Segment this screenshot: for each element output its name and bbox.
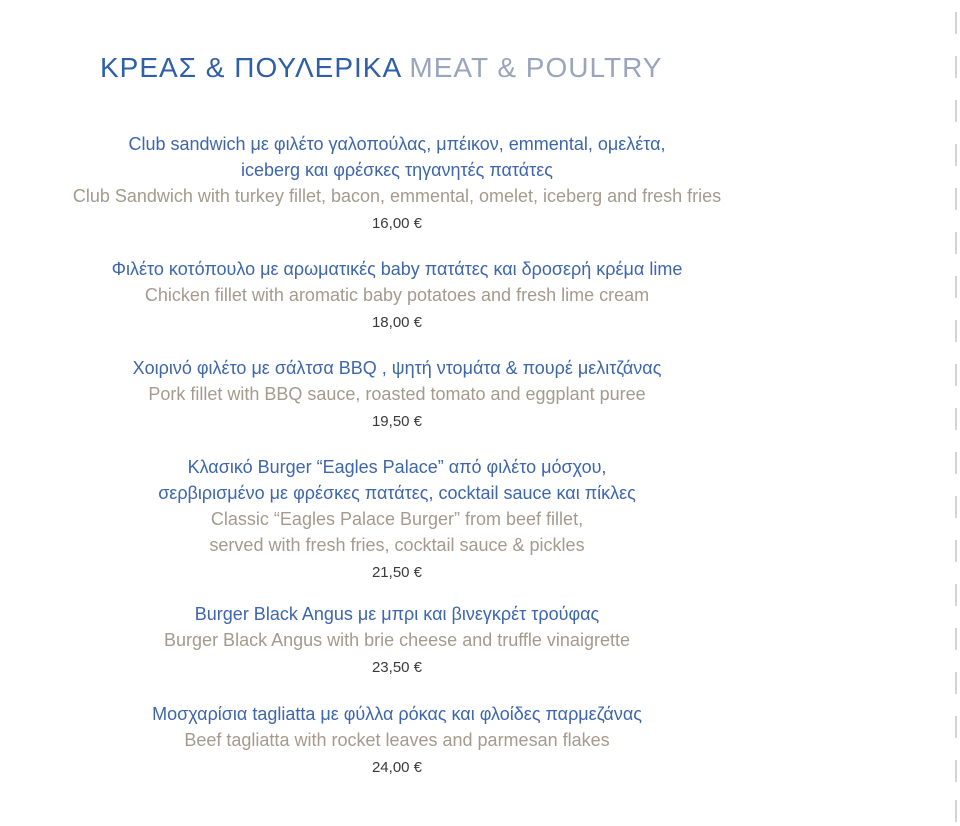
section-title-english: MEAT & POULTRY [409,52,663,83]
item-name-greek: Κλασικό Burger “Eagles Palace” από φιλέτο μόσχου, [187,457,607,477]
divider [955,760,957,782]
menu-item [0,131,794,235]
divider [955,232,957,254]
divider [955,144,957,166]
item-price: 19,50 € [371,413,423,430]
divider [955,100,957,122]
divider [955,408,957,430]
divider [955,364,957,386]
divider [955,276,957,298]
divider [955,540,957,562]
item-price: 21,50 € [371,564,423,581]
item-name-greek: Burger Black Angus με μπρι και βινεγκρέτ τρούφας [194,604,600,624]
item-name-english: Club Sandwich with turkey fillet, bacon, emmental, omelet, iceberg and fresh fries [72,186,722,206]
divider [955,56,957,78]
menu-item [0,256,794,334]
item-name-english: Beef tagliatta with rocket leaves and parmesan flakes [184,730,610,750]
menu-item [0,355,794,433]
edge-rules [952,0,960,826]
divider [955,716,957,738]
section-title [100,52,662,84]
divider [955,452,957,474]
item-name-greek: Φιλέτο κοτόπουλο με αρωματικές baby πατάτες και δροσερή κρέμα lime [111,259,683,279]
item-price: 23,50 € [371,659,423,676]
item-price: 16,00 € [371,215,423,232]
item-name-english: Classic “Eagles Palace Burger” from beef fillet, [210,509,584,529]
item-price: 24,00 € [371,759,423,776]
divider [955,496,957,518]
section-title-greek: ΚΡΕΑΣ & ΠΟΥΛΕΡΙΚΑ [100,52,401,83]
item-name-greek: Μοσχαρίσια tagliatta με φύλλα ρόκας και φλοίδες παρμεζάνας [152,704,642,724]
menu-item [0,454,794,584]
item-name-english: served with fresh fries, cocktail sauce & pickles [209,535,585,555]
item-name-greek: iceberg και φρέσκες τηγανητές πατάτες [241,160,553,180]
divider [955,628,957,650]
menu-item [0,701,794,779]
divider [955,672,957,694]
item-name-english: Pork fillet with BBQ sauce, roasted tomato and eggplant puree [148,384,646,404]
divider [955,584,957,606]
divider [955,320,957,342]
divider [955,188,957,210]
item-name-english: Burger Black Angus with brie cheese and truffle vinaigrette [164,630,630,650]
item-name-english: Chicken fillet with aromatic baby potatoes and fresh lime cream [144,285,650,305]
item-name-greek: Χοιρινό φιλέτο με σάλτσα BBQ , ψητή ντομάτα & πουρέ μελιτζάνας [132,358,662,378]
item-name-greek: Club sandwich με φιλέτο γαλοπούλας, μπέικον, emmental, ομελέτα, [128,134,666,154]
menu-item [0,601,794,679]
item-price: 18,00 € [371,314,423,331]
divider [955,800,957,822]
item-name-greek: σερβιρισμένο με φρέσκες πατάτες, cocktail sauce και πίκλες [158,483,636,503]
divider [955,12,957,34]
